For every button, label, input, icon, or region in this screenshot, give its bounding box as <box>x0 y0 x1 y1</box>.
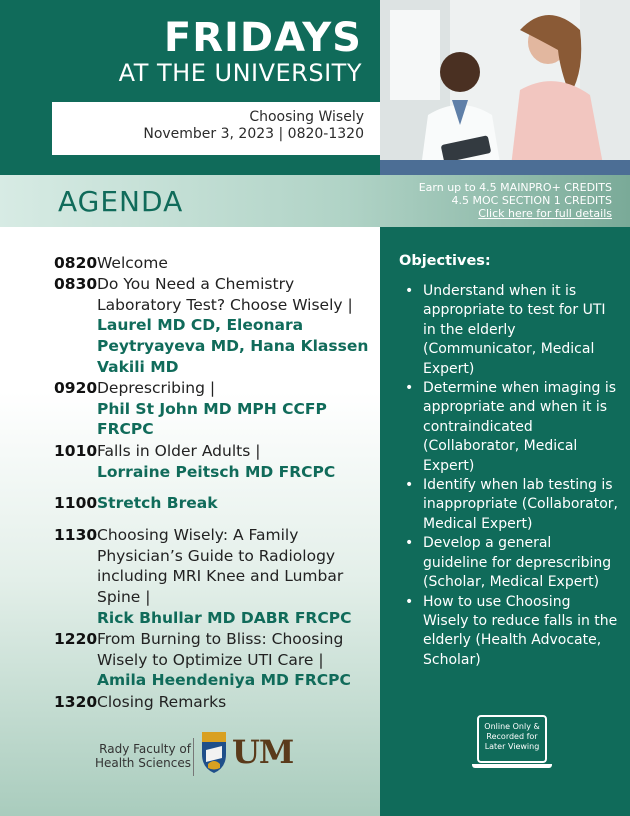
agenda-speakers: Lorraine Peitsch MD FRCPC <box>97 462 336 481</box>
agenda-item <box>54 378 374 440</box>
agenda-time: 0830 <box>54 275 98 293</box>
objectives-panel <box>380 227 630 816</box>
badge-line2: Recorded for <box>486 732 538 741</box>
agenda-item <box>54 274 374 378</box>
badge-line1: Online Only & <box>484 722 540 731</box>
agenda-speakers: Rick Bhullar MD DABR FRCPC <box>97 608 352 627</box>
agenda-time: 1320 <box>54 693 98 711</box>
rady-faculty-logo <box>95 742 191 770</box>
credits-moc: 4.5 MOC SECTION 1 CREDITS <box>451 194 612 207</box>
agenda-item <box>54 253 374 274</box>
agenda-band <box>0 175 630 227</box>
event-name: Choosing Wisely <box>249 109 364 125</box>
agenda-time: 1130 <box>54 526 98 544</box>
objectives-heading: Objectives: <box>399 253 491 269</box>
online-badge <box>477 715 547 763</box>
agenda-speakers: Laurel MD CD, Eleonara Peytryayeva MD, Hana Klassen Vakili MD <box>97 316 369 376</box>
agenda-title: Welcome <box>97 254 168 272</box>
objective-item: • Determine when imaging is appropriate and when it is contraindicated (Collaborator, Medical Expert) <box>405 379 620 476</box>
um-wordmark: UM <box>232 733 294 771</box>
credits-info <box>419 181 612 220</box>
faculty-line2: Health Sciences <box>95 756 191 770</box>
badge-line3: Later Viewing <box>484 742 540 751</box>
objectives-list <box>405 282 620 670</box>
logo-divider <box>193 738 194 776</box>
header-banner <box>0 0 630 175</box>
objective-item: • Identify when lab testing is inappropriate (Collaborator, Medical Expert) <box>405 476 620 534</box>
agenda-speakers: Amila Heendeniya MD FRCPC <box>97 671 351 690</box>
agenda-time: 0920 <box>54 379 98 397</box>
university-shield-icon <box>200 728 228 778</box>
objective-item: • How to use Choosing Wisely to reduce falls in the elderly (Health Advocate, Scholar) <box>405 593 620 671</box>
laptop-base <box>472 764 552 768</box>
full-details-link[interactable]: Click here for full details <box>478 207 612 220</box>
agenda-title: Falls in Older Adults | <box>97 442 261 460</box>
doctor-patient-photo <box>380 0 630 175</box>
agenda-item <box>54 525 374 629</box>
agenda-time: 1010 <box>54 442 98 460</box>
agenda-title: AGENDA <box>58 185 184 218</box>
agenda-title: Closing Remarks <box>97 693 227 711</box>
event-date: November 3, 2023 | 0820-1320 <box>143 126 364 142</box>
agenda-time: 0820 <box>54 254 98 272</box>
faculty-line1: Rady Faculty of <box>99 742 191 756</box>
agenda-title: From Burning to Bliss: Choosing Wisely to Optimize UTI Care | <box>97 630 344 669</box>
credits-mainpro: Earn up to 4.5 MAINPRO+ CREDITS <box>418 181 612 194</box>
agenda-title: Deprescribing | <box>97 379 216 397</box>
laptop-icon <box>477 715 552 768</box>
agenda-title: Choosing Wisely: A Family Physician’s Guide to Radiology including MRI Knee and Lumbar Spine | <box>97 526 344 607</box>
agenda-item <box>54 629 374 691</box>
agenda-item <box>54 441 374 482</box>
objective-item: • Develop a general guideline for deprescribing (Scholar, Medical Expert) <box>405 534 620 592</box>
event-info-box <box>52 102 380 155</box>
agenda-item <box>54 493 374 514</box>
agenda-title: Do You Need a Chemistry Laboratory Test? Choose Wisely | <box>97 275 353 314</box>
agenda-break: Stretch Break <box>97 494 218 512</box>
agenda-time: 1220 <box>54 630 98 648</box>
series-subtitle: AT THE UNIVERSITY <box>118 59 362 87</box>
agenda-speakers: Phil St John MD MPH CCFP FRCPC <box>97 399 327 439</box>
agenda-item <box>54 692 374 713</box>
objective-item: • Understand when it is appropriate to test for UTI in the elderly (Communicator, Medical Expert) <box>405 282 620 379</box>
series-title: FRIDAYS <box>163 15 362 61</box>
agenda-time: 1100 <box>54 494 98 512</box>
